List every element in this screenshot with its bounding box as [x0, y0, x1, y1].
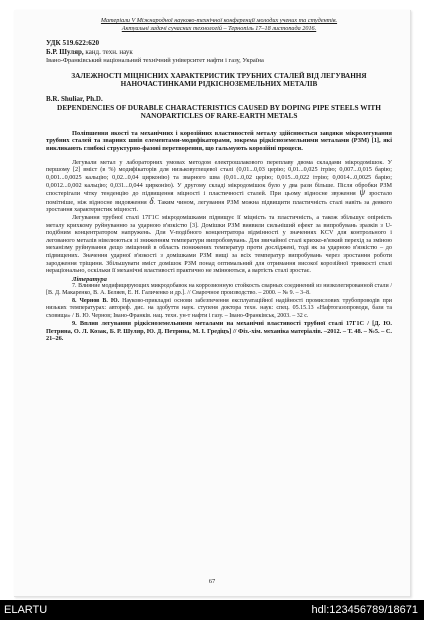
reference-text: Вплив легування рідкісноземельними металами на механічні властивості трубної сталі 17Г1С / [Д. Ю. Петрина, О. Л. Козак, Б. Р. Шуляр, Ю. Д. Петрина, М. І. Гредіцъ] // Фіз.-хім. механіка матеріалів. –2012. – Т. 48. – №5. – С. 21–26.: [46, 320, 392, 343]
delta-symbol: δ: [149, 195, 154, 206]
conference-header-line-2: Актуальні задачі сучасних технологій – Тернопіль 17–18 листопада 2016.: [121, 25, 317, 32]
handle-identifier[interactable]: hdl:123456789/18671: [311, 604, 418, 616]
document-page: [14, 10, 411, 597]
udc-code: УДК 519.622:620: [46, 39, 100, 47]
psi-symbol: ψ: [359, 187, 366, 198]
body-paragraph-2: Легування трубної сталі 17Г1С мікродомішками підвищує її міцність та пластичність, а також збільшує опірність металу крихкому руйнуванню за ударною в'язкістю [3]. Домішки РЗМ виявили сильніший ефект за випробувань зразків з U-подібним концентратором напружень. Для V-подібного концентратора відмінності у значеннях KCV для контрольного і легованого металів нівелюються зі зниженням температури випробовувань. Для звичайної сталі крихко-в'язкий перехід за зміною механізму руйнування дещо зміщений в область понижених температур проти досліджені, тоді як за ударною в'язкістю – до підвищених. Значення ударної в'язкості з домішками РЗМ вищі за всіх температур випробувань через зростання роботи зародження тріщини. Збільшувати вміст домішок РЗМ понад оптимальний для отримання високої корозійної тривкості сталі нераціонально, оскільки її механічні властивості практично не змінюються, а вартість сталі зростає.: [46, 213, 392, 275]
reference-text: Влияние модифицирующих микродобавок на коррозионную стойкость сварных соединений из низколегированной стали / [В. Д. Макаренко, В. А. Беляев, Е. Н. Галиченко и др.]. // Сварочное производство. – 2000. – № 9. – 3–8.: [46, 282, 392, 297]
body-paragraph-1: [46, 159, 392, 214]
conference-header: [46, 17, 392, 33]
affiliation: Івано-Франківський національний технічний університет нафти і газу, Україна: [46, 57, 264, 64]
abstract: Поліпшення якості та механічних і корозійних властивостей металу здійснюється завдяки мікролегування трубних сталей та зварних швів елементами-модифікаторами, зокрема рідкісноземельними металами (РЗМ) [1], які викликають глибокі структурно-фазові перетворення, що гальмують корозійні процеси.: [46, 129, 392, 152]
page-content: [46, 10, 392, 343]
paragraph-1-text-c: . Таким чином, легування РЗМ можна підвищити пластичність сталі навіть за деякого зростання характеристик міцності.: [46, 198, 392, 214]
reference-authors: Чернов В. Ю.: [76, 297, 120, 304]
page-number: 67: [208, 578, 216, 585]
author-line: [46, 48, 392, 56]
reference-item: [46, 298, 392, 321]
repository-name: ELARTU: [4, 604, 48, 616]
author-english: B.R. Shuliar, Ph.D.: [46, 94, 103, 103]
reference-text: Науково-прикладні основи забезпечення експлуатаційної надійності промислових трубопроводів при низьких температурах: автореф. дис. на здобуття наук. ступеня доктора техн. наук: спец. 05.15.13 «Нафтогазопроводи, бази та сховища» / В. Ю. Чернов; Івано-Франків. нац. техн. ун-т нафти і газу. – Івано-Франківськ, 2003. – 32 с.: [46, 297, 392, 319]
paragraph-1-text: Легували метал у лабораторних умовах методом електрошлакового переплаву двома складами мікродомішок. У першому [2] вміст (в %) модифікаторів для низьковуглецевої сталі (0,01...0,03 церію; 0,01...0,025 ітрію; 0,007...0,015 барію; 0,001...0,0025 кальцію; 0,02...0,04 цирконію) та зварного шва (0,01...0,02 церію; 0,015...0,022 ітрію; 0,0014...0,0025 барію; 0,0012...0,002 кальцію; 0,031...0,044 цирконію). У другому складі мікродомішок було у два рази більше. Після обробки РЗМ спостерігали чітку тенденцію до підвищення міцності і пластичності сталей. При цьому відносне звуження: [46, 158, 392, 198]
reference-number: 8.: [72, 297, 77, 304]
reference-item: [46, 283, 392, 298]
conference-header-line-1: Матеріали V Міжнародної науково-технічної конференції молодих учених та студентів.: [100, 17, 338, 24]
title-ukrainian: ЗАЛЕЖНОСТІ МІЦНІСНИХ ХАРАКТЕРИСТИК ТРУБНИХ СТАЛЕЙ ВІД ЛЕГУВАННЯ НАНОЧАСТИНКАМИ РІДКІСНОЗЕМЕЛЬНИХ МЕТАЛІВ: [71, 72, 367, 89]
author-degree: канд. техн. наук: [83, 48, 133, 56]
title-english: DEPENDENCIES OF DURABLE CHARACTERISTICS CAUSED BY DOPING PIPE STEELS WITH NANOPARTICLES OF RARE-EARTH METALS: [57, 102, 381, 121]
reference-item: [46, 320, 392, 343]
reference-number: 9.: [72, 320, 77, 328]
reference-number: 7.: [72, 282, 77, 289]
repository-footer-bar: [0, 600, 424, 620]
author-name: Б.Р. Шуляр,: [46, 48, 84, 56]
paragraph-1-text-b: зростало помітніше, ніж відносне видовження: [46, 190, 392, 206]
literature-heading: Література: [72, 275, 107, 283]
